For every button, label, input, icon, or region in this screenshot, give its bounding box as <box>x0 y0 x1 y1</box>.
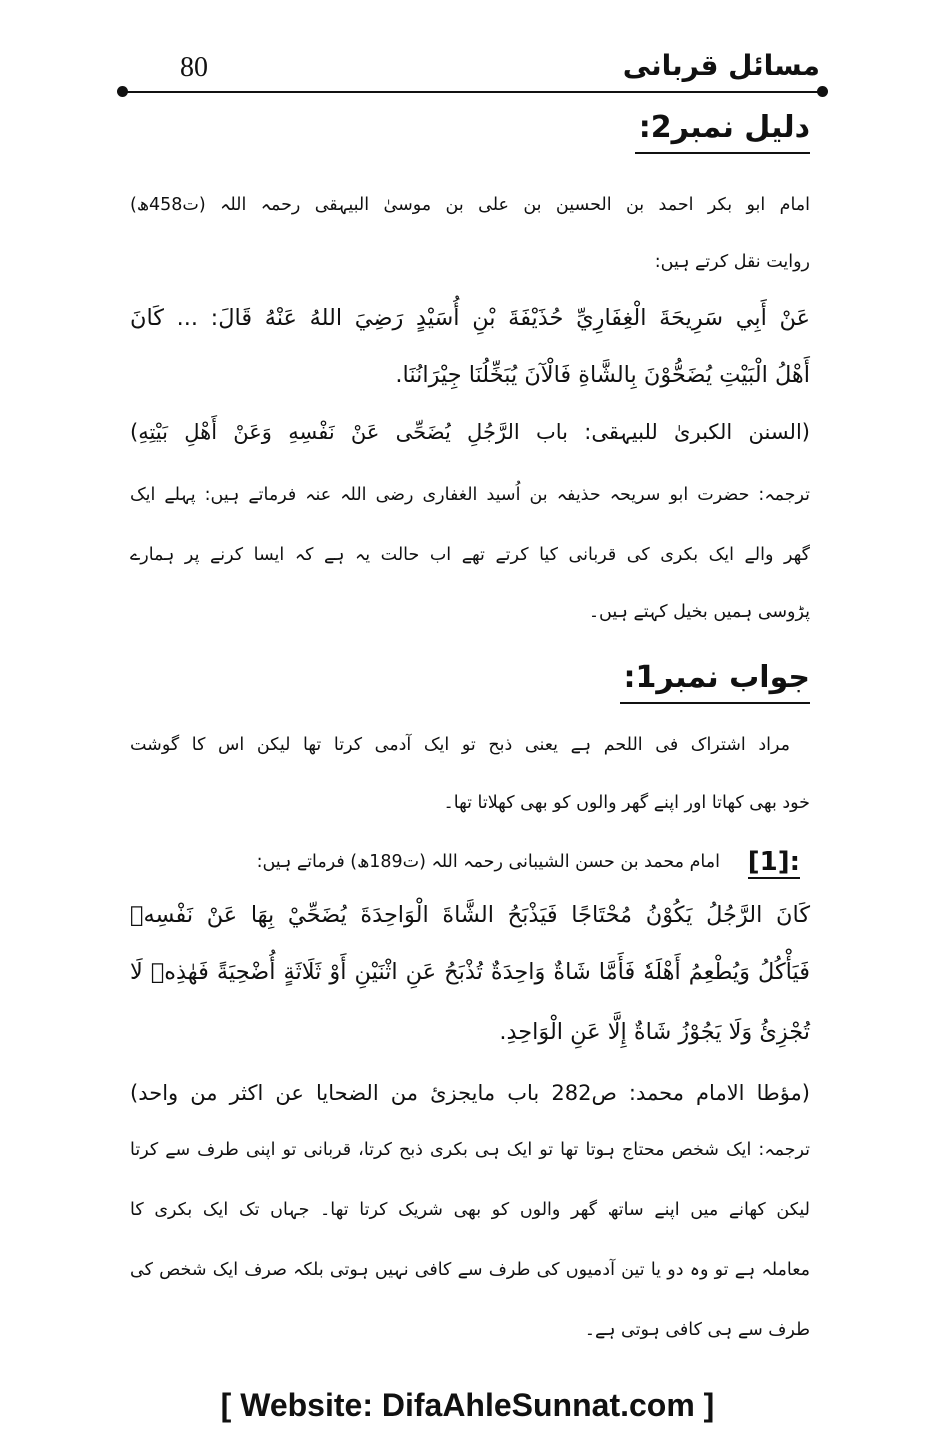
answer-translation-text: طرف سے ہی کافی ہوتی ہے۔ <box>584 1320 810 1340</box>
evidence-translation-line <box>128 584 810 640</box>
answer-line <box>128 775 810 831</box>
answer-arabic-text: فَيَأْكُلُ وَيُطْعِمُ أَهْلَهٗ فَأَمَّا شَاةٌ وَاحِدَةٌ تُذْبَحُ عَنِ اثْنَيْنِ أَوْ ثَلَاثَةٍ أُضْحِيَةً فَهٰذِهٖ لَا <box>130 959 810 985</box>
website-footer: [ Website: DifaAhleSunnat.com ] <box>220 1387 715 1423</box>
evidence-translation-text: ترجمہ: حضرت ابو سریحہ حذیفہ بن اُسید الغفاری رضی اللہ عنہ فرماتے ہیں: پہلے ایک <box>130 485 810 505</box>
answer-translation-line <box>128 1302 810 1358</box>
answer-translation-line <box>128 1182 810 1238</box>
answer-arabic-line <box>128 944 810 1000</box>
answer-arabic-text: كَانَ الرَّجُلُ يَكُوْنُ مُحْتَاجًا فَيَذْبَحُ الشَّاةَ الْوَاحِدَةَ يُضَحِّيْ بِهَا عَنْ نَفْسِهٖ <box>130 902 810 928</box>
answer-line <box>128 717 790 773</box>
citation-marker-text: [1]: <box>747 847 800 877</box>
evidence-arabic-text: أَهْلُ الْبَيْتِ يُضَحُّوْنَ بِالشَّاةِ فَالْآنَ يُبَخِّلُنَا جِيْرَانُنَا. <box>395 362 810 388</box>
evidence-arabic-line <box>128 347 810 403</box>
evidence-arabic-line <box>128 290 810 346</box>
answer-reference-text: (مؤطا الامام محمد: ص282 باب مایجزیٔ من الضحایا عن اکثر من واحد) <box>130 1081 810 1105</box>
citation-intro-line <box>128 834 720 890</box>
evidence-translation-text: گھر والے ایک بکری کی قربانی کیا کرتے تھے اب حالت یہ ہے کہ ایسا کرنے پر ہمارے <box>130 545 810 565</box>
answer-translation-text: لیکن کھانے میں اپنے ساتھ گھر والوں کو بھی شریک کرتا تھا۔ جہاں تک ایک بکری کا <box>130 1200 810 1220</box>
answer-translation-line <box>128 1122 810 1178</box>
answer-heading: جواب نمبر1: <box>620 656 810 704</box>
answer-arabic-text: تُجْزِئُ وَلَا يَجُوْزُ شَاةٌ إِلَّا عَنِ الْوَاحِدِ. <box>499 1019 810 1045</box>
evidence-arabic-text: عَنْ أَبِي سَرِيحَةَ الْغِفَارِيِّ حُذَيْفَةَ بْنِ أُسَيْدٍ رَضِيَ اللهُ عَنْهُ قَالَ: ... كَانَ <box>130 305 810 331</box>
answer-reference <box>128 1065 810 1121</box>
answer-translation-text: معاملہ ہے تو وہ دو یا تین آدمیوں کی طرف سے کافی نہیں ہوتی بلکہ صرف ایک شخص کی <box>130 1260 810 1280</box>
running-title: مسائل قربانی <box>622 49 820 82</box>
citation-marker <box>748 836 800 888</box>
evidence-translation-line <box>128 527 810 583</box>
answer-text: خود بھی کھاتا اور اپنے گھر والوں کو بھی کھلاتا تھا۔ <box>443 793 810 813</box>
evidence-intro-line <box>128 177 810 233</box>
evidence-intro-text: روایت نقل کرتے ہیں: <box>654 252 810 272</box>
evidence-reference-text: (السنن الکبریٰ للبیہقی: باب الرَّجُلِ یُضَحِّی عَنْ نَفْسِهِ وَعَنْ أَهْلِ بَیْتِهِ) <box>130 420 810 444</box>
answer-arabic-line <box>128 1004 810 1060</box>
header-rule <box>122 91 822 93</box>
answer-translation-line <box>128 1242 810 1298</box>
citation-intro-text: امام محمد بن حسن الشیبانی رحمہ اللہ (ت189ھ) فرماتے ہیں: <box>256 852 720 872</box>
evidence-translation-line <box>128 467 810 523</box>
evidence-reference <box>128 404 810 460</box>
answer-arabic-line <box>128 887 810 943</box>
header-rule-dot-left <box>117 86 128 97</box>
evidence-intro-text: امام ابو بکر احمد بن الحسین بن علی بن موسیٰ البیہقی رحمہ اللہ (ت458ھ) <box>130 195 810 215</box>
evidence-intro-line <box>128 234 810 290</box>
page-number: 80 <box>180 52 208 83</box>
evidence-translation-text: پڑوسی ہمیں بخیل کہتے ہیں۔ <box>588 602 810 622</box>
answer-text: مراد اشتراک فی اللحم ہے یعنی ذبح تو ایک آدمی کرتا تھا لیکن اس کا گوشت <box>130 735 790 755</box>
evidence-heading: دلیل نمبر2: <box>635 106 810 154</box>
answer-translation-text: ترجمہ: ایک شخص محتاج ہوتا تھا تو ایک ہی بکری ذبح کرتا، قربانی تو اپنی طرف سے کرتا <box>130 1140 810 1160</box>
header-rule-dot-right <box>817 86 828 97</box>
